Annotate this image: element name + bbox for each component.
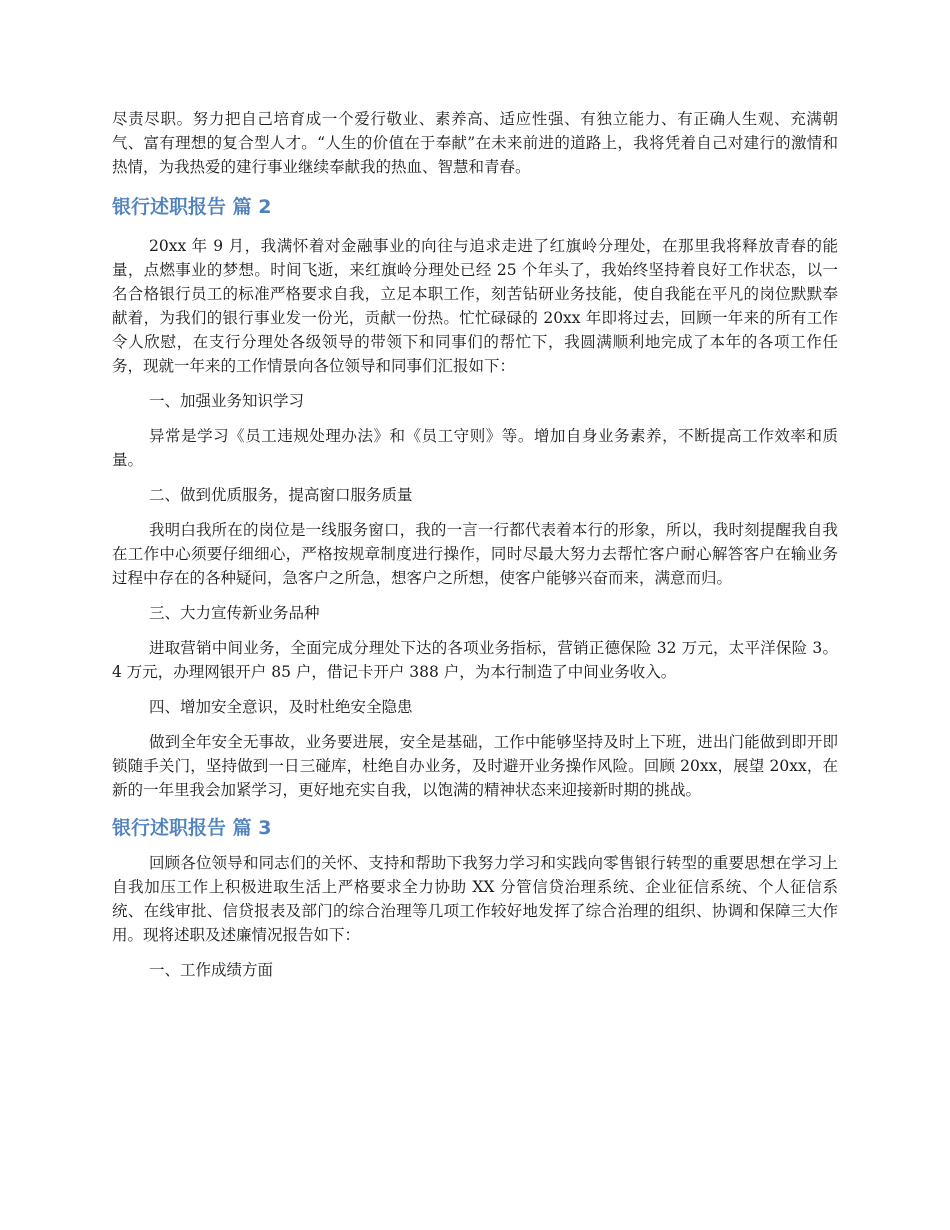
section-2-paragraph-3: 我明白我所在的岗位是一线服务窗口，我的一言一行都代表着本行的形象，所以，我时刻提醒我自我在工作中心须要仔细细心，严格按规章制度进行操作，同时尽最大努力去帮忙客户耐心解答客户在输业务过程中存在的各种疑问，急客户之所急，想客户之所想，使客户能够兴奋而来，满意而归。 [112,521,838,587]
section-2-subheading-1: 一、加强业务知识学习 [149,392,305,410]
section-2-paragraph-4: 进取营销中间业务，全面完成分理处下达的各项业务指标，营销正德保险 32 万元，太平洋保险 3。4 万元，办理网银开户 85 户，借记卡开户 388 户，为本行制造了中间业务收入。 [112,639,838,681]
section-2-heading: 银行述职报告 篇 2 [112,196,272,218]
section-2-subheading-2: 二、做到优质服务，提高窗口服务质量 [149,486,413,504]
section-3-heading: 银行述职报告 篇 3 [112,817,272,839]
intro-paragraph: 尽责尽职。努力把自己培育成一个爱行敬业、素养高、适应性强、有独立能力、有正确人生观、充满朝气、富有理想的复合型人才。“人生的价值在于奉献”在未来前进的道路上，我将凭着自己对建行的激情和热情，为我热爱的建行事业继续奉献我的热血、智慧和青春。 [112,110,838,176]
section-3-paragraph-1: 回顾各位领导和同志们的关怀、支持和帮助下我努力学习和实践向零售银行转型的重要思想在学习上自我加压工作上积极进取生活上严格要求全力协助 XX 分管信贷治理系统、企业征信系统、个人征信系统、在线审批、信贷报表及部门的综合治理等几项工作较好地发挥了综合治理的组织、协调和保障三大作用。现将述职及述廉情况报告如下： [112,854,838,944]
section-2-subheading-3: 三、大力宣传新业务品种 [149,604,320,622]
section-2-paragraph-5: 做到全年安全无事故，业务要进展，安全是基础，工作中能够坚持及时上下班，进出门能做到即开即锁随手关门，坚持做到一日三碰库，杜绝自办业务，及时避开业务操作风险。回顾 20xx，展望 20xx，在新的一年里我会加紧学习，更好地充实自我，以饱满的精神状态来迎接新时期的挑战。 [112,733,838,799]
section-3-subheading-1: 一、工作成绩方面 [149,961,274,979]
section-2-paragraph-2: 异常是学习《员工违规处理办法》和《员工守则》等。增加自身业务素养，不断提高工作效率和质量。 [112,427,838,469]
section-2-subheading-4: 四、增加安全意识，及时杜绝安全隐患 [149,698,413,716]
section-2-paragraph-1: 20xx 年 9 月，我满怀着对金融事业的向往与追求走进了红旗岭分理处，在那里我将释放青春的能量，点燃事业的梦想。时间飞逝，来红旗岭分理处已经 25 个年头了，我始终坚持着良好工作状态，以一名合格银行员工的标准严格要求自我，立足本职工作，刻苦钻研业务技能，使自我能在平凡的岗位默默奉献着，为我们的银行事业发一份光，贡献一份热。忙忙碌碌的 20xx 年即将过去，回顾一年来的所有工作令人欣慰，在支行分理处各级领导的带领下和同事们的帮忙下，我圆满顺利地完成了本年的各项工作任务，现就一年来的工作情景向各位领导和同事们汇报如下： [112,237,838,375]
